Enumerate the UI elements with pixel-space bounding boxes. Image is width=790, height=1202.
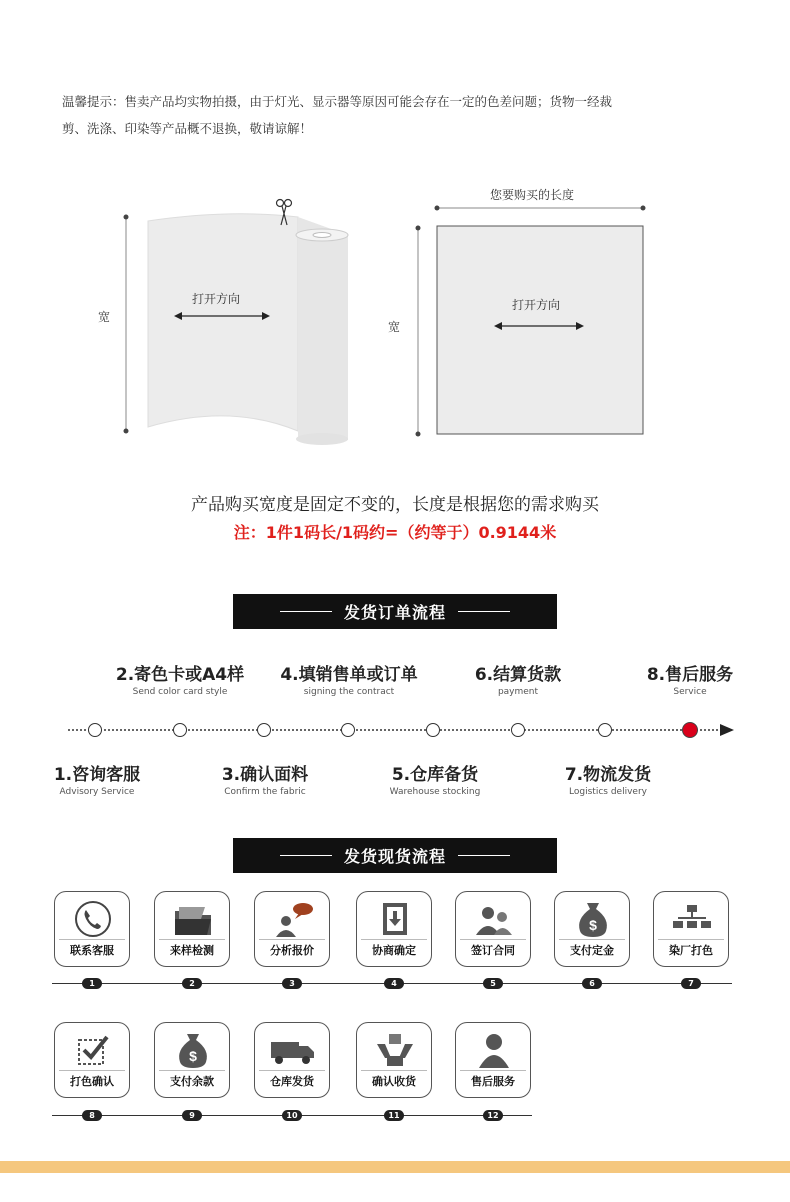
length-label: 您要购买的长度	[490, 188, 575, 202]
cut-length-diagram	[410, 198, 660, 443]
banner-line-left	[280, 611, 332, 612]
order-step-5: 5.仓库备货 Warehouse stocking	[389, 765, 481, 797]
stock-step-card-3: 分析报价	[254, 891, 330, 967]
yard-conversion-note: 注：1件1码长/1码约=（约等于）0.9144米	[233, 523, 557, 542]
step-number-10: 10	[282, 1110, 302, 1121]
bottom-accent-bar	[0, 1161, 790, 1173]
step-number-11: 11	[384, 1110, 404, 1121]
right-direction-label: 打开方向	[512, 298, 561, 312]
step-number-9: 9	[182, 1110, 202, 1121]
order-step-8: 8.售后服务 Service	[646, 665, 734, 697]
step-number-6: 6	[582, 978, 602, 989]
step-number-2: 2	[182, 978, 202, 989]
order-step-4: 4.填销售单或订单 signing the contract	[280, 665, 418, 697]
left-width-label: 宽	[98, 310, 111, 324]
step-number-1: 1	[82, 978, 102, 989]
order-step-6: 6.结算货款 payment	[474, 665, 562, 697]
step-number-8: 8	[82, 1110, 102, 1121]
stock-step-card-2: 来样检测	[154, 891, 230, 967]
purchase-statement: 产品购买宽度是固定不变的，长度是根据您的需求购买	[191, 495, 599, 515]
right-width-label: 宽	[388, 320, 401, 334]
step-number-4: 4	[384, 978, 404, 989]
step-number-5: 5	[483, 978, 503, 989]
timeline-node-1	[88, 723, 102, 737]
order-flow-title: 发货订单流程	[343, 603, 446, 622]
timeline-node-3	[257, 723, 271, 737]
timeline-node-2	[173, 723, 187, 737]
banner-line-right	[458, 611, 510, 612]
stock-step-card-1: 联系客服	[54, 891, 130, 967]
stock-step-card-11: 确认收货	[356, 1022, 432, 1098]
money-bag-icon	[555, 898, 630, 940]
folder-icon	[155, 898, 230, 940]
stock-step-card-12: 售后服务	[455, 1022, 531, 1098]
timeline-node-4	[341, 723, 355, 737]
step-number-7: 7	[681, 978, 701, 989]
timeline-node-5	[426, 723, 440, 737]
download-doc-icon	[357, 898, 432, 940]
phone-icon	[55, 898, 130, 940]
step-number-3: 3	[282, 978, 302, 989]
timeline-node-6	[511, 723, 525, 737]
stock-step-card-8: 打色确认	[54, 1022, 130, 1098]
stock-step-card-7: 染厂打色	[653, 891, 729, 967]
truck-icon	[255, 1029, 330, 1071]
stock-step-card-9: $ 支付余款	[154, 1022, 230, 1098]
fabric-roll-diagram	[110, 195, 370, 450]
person-icon	[456, 1029, 531, 1071]
svg-text:$: $	[589, 917, 597, 933]
money-bag-icon	[155, 1029, 230, 1071]
order-step-7: 7.物流发货 Logistics delivery	[564, 765, 652, 797]
receive-box-icon	[357, 1029, 432, 1071]
order-flow-banner	[233, 594, 557, 629]
order-step-1: 1.咨询客服 Advisory Service	[53, 765, 141, 797]
stock-step-card-6: $ 支付定金	[554, 891, 630, 967]
stock-step-card-10: 仓库发货	[254, 1022, 330, 1098]
banner-line-right	[458, 855, 510, 856]
order-timeline	[60, 716, 740, 746]
step-number-12: 12	[483, 1110, 503, 1121]
order-step-2: 2.寄色卡或A4样 Send color card style	[115, 665, 245, 697]
notice-line-1: 温馨提示：售卖产品均实物拍摄，由于灯光、显示器等原因可能会存在一定的色差问题；货物一经裁	[62, 94, 613, 109]
stock-flow-banner	[233, 838, 557, 873]
left-direction-label: 打开方向	[192, 292, 241, 306]
group-icon	[456, 898, 531, 940]
stock-step-card-4: 协商确定	[356, 891, 432, 967]
stock-step-card-5: 签订合同	[455, 891, 531, 967]
consult-icon	[255, 898, 330, 940]
banner-line-left	[280, 855, 332, 856]
hierarchy-icon	[654, 898, 729, 940]
stock-flow-title: 发货现货流程	[343, 847, 446, 866]
order-step-3: 3.确认面料 Confirm the fabric	[221, 765, 309, 797]
timeline-node-8-active	[682, 722, 698, 738]
svg-text:$: $	[189, 1048, 197, 1064]
checkbox-icon	[55, 1029, 130, 1071]
timeline-node-7	[598, 723, 612, 737]
notice-line-2: 剪、洗涤、印染等产品概不退换，敬请谅解！	[62, 121, 313, 136]
notice-text	[62, 88, 702, 142]
